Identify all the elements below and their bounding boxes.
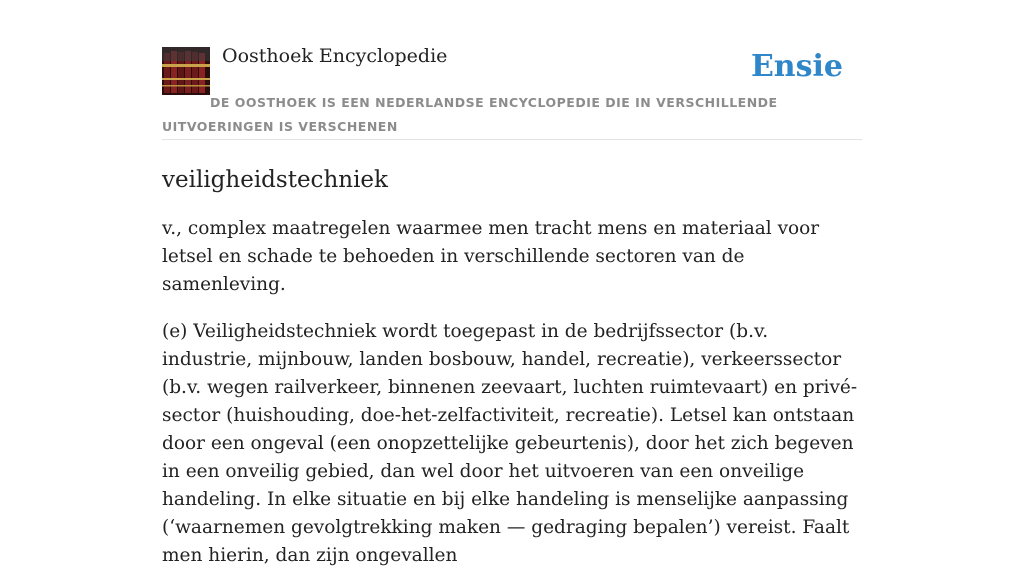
main-content: [162, 0, 862, 570]
book-spines-icon: [162, 47, 210, 95]
publication-name[interactable]: Oosthoek Encyclopedie: [222, 45, 448, 67]
article-title: veiligheidstechniek: [162, 167, 388, 193]
publication-avatar[interactable]: [162, 47, 210, 95]
publication-header: [162, 0, 862, 140]
article-paragraph: v., complex maatregelen waarmee men tracht mens en materiaal voor letsel en schade te behoeden in verschillende sectoren van de samenleving.: [162, 218, 820, 295]
article-paragraph: (e) Veiligheidstechniek wordt toegepast in de bedrijfssector (b.v. industrie, mijnbouw, landen bosbouw, handel, recreatie), verkeerssector (b.v. wegen railverkeer, binnenen zeevaart, luchten ruimtevaart) en privé-sector (huishouding, doe-het-zelfactiviteit, recreatie). Letsel kan ontstaan door een ongeval (een onopzettelijke gebeurtenis), door het zich begeven in een onveilig gebied, dan wel door het uitvoeren van een onveilige handeling. In elke situatie en bij elke handeling is menselijke aanpassing (‘waarnemen gevolgtrekking maken — gedraging bepalen’) vereist. Faalt men hierin, dan zijn ongevallen: [162, 321, 858, 566]
publication-description: DE OOSTHOEK IS EEN NEDERLANDSE ENCYCLOPEDIE DIE IN VERSCHILLENDE UITVOERINGEN IS VERSCHENEN: [162, 95, 778, 134]
ensie-logo-link[interactable]: Ensie: [750, 49, 843, 84]
